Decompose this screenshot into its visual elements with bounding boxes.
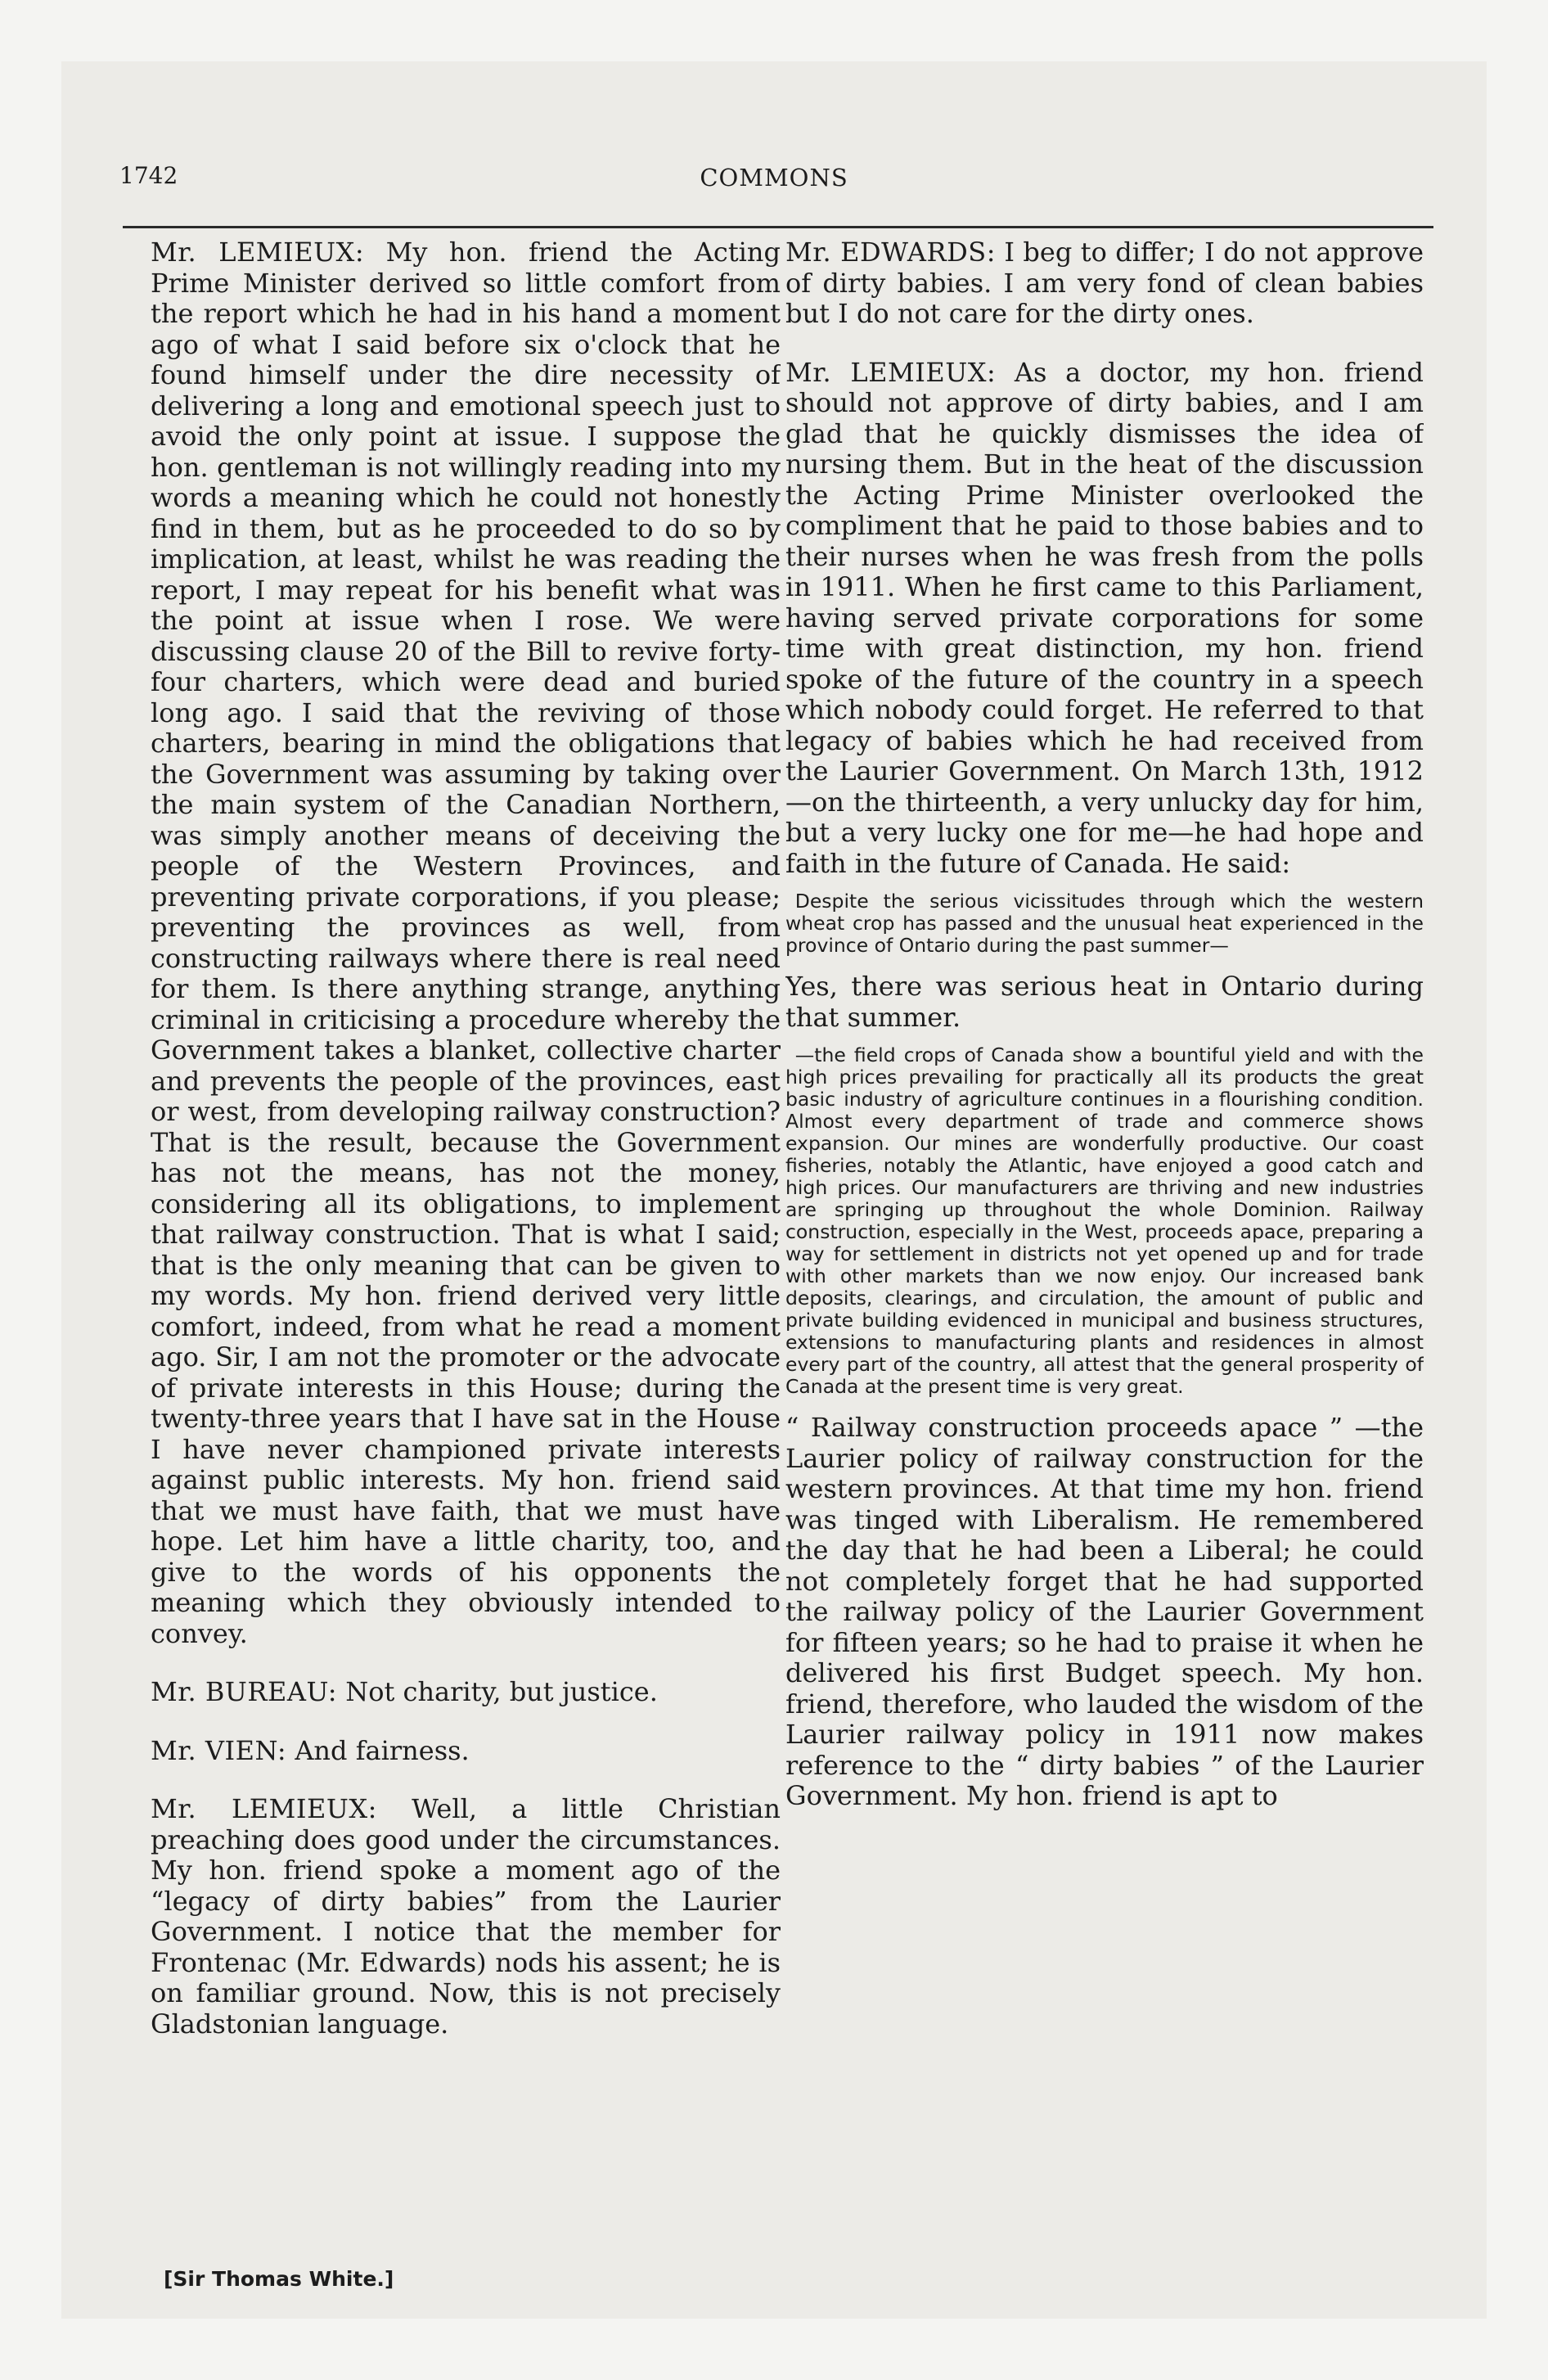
speech-text: As a doctor, my hon. friend should not approve of dirty babies, and I am glad that he quickly dismisses the idea of nursing them. But in the heat of the discussion the Acting Prime Minister overlooked the compliment that he paid to those babies and to their nurses when he was fresh from the polls in 1911. When he first came to this Parliament, having served private corporations for some time with great distinction, my hon. friend spoke of the future of the country in a speech which nobody could forget. He referred to that legacy of babies which he had received from the Laurier Government. On March 13th, 1912—on the thirteenth, a very unlucky day for him, but a very lucky one for me—he had hope and faith in the future of Canada. He said: [785,356,1424,879]
header-rule [123,226,1433,228]
page-number: 1742 [119,162,178,189]
speech-edwards [785,237,1424,330]
speech-text: And fairness. [286,1734,470,1766]
speech-text: I beg to differ; I do not approve of dirty babies. I am very fond of clean babies but I do not care for the dirty ones. [785,237,1424,329]
speech-continuation: “ Railway construction proceeds apace ” —the Laurier policy of railway construction for the western provinces. At that time my hon. friend was tinged with Liberalism. He remembered the day that he had been a Liberal; he could not completely forget that he had supported the railway policy of the Laurier Government for fifteen years; so he had to praise it when he delivered his first Budget speech. My hon. friend, therefore, who lauded the wisdom of the Laurier railway policy in 1911 now makes reference to the “ dirty babies ” of the Laurier Government. My hon. friend is apt to [785,1412,1424,1811]
speaker-name: Mr. BUREAU: [151,1676,338,1707]
speaker-name: Mr. VIEN: [151,1734,287,1766]
running-footer: [Sir Thomas White.] [164,2267,394,2291]
budget-quote-2: —the field crops of Canada show a bountiful yield and with the high prices prevailing for practically all its products the great basic industry of agriculture continues in a flourishing condition. Almost every department of trade and commerce shows expansion. Our mines are wonderfully productive. Our coast fisheries, notably the Atlantic, have enjoyed a good catch and high prices. Our manufacturers are thriving and new industries are springing up throughout the whole Dominion. Railway construction, especially in the West, proceeds apace, preparing a way for settlement in districts not yet opened up and for trade with other markets than we now enjoy. Our increased bank deposits, clearings, and circulation, the amount of public and private building evidenced in municipal and business structures, extensions to manufacturing plants and residences in almost every part of the country, all attest that the general prosperity of Canada at the present time is very great. [785,1044,1424,1398]
page-title: COMMONS [700,164,848,192]
commentary-paragraph: Yes, there was serious heat in Ontario during that summer. [785,971,1424,1033]
speaker-name: Mr. LEMIEUX: [151,237,365,268]
speech-vien [151,1736,781,1767]
right-column [785,237,1424,2267]
left-column [151,237,781,2267]
speech-lemieux-2 [151,1794,781,2040]
speech-lemieux-1 [151,237,781,1649]
budget-quote-1: Despite the serious vicissitudes through which the western wheat crop has passed and the unusual heat experienced in the province of Ontario during the past summer— [785,890,1424,957]
speaker-name: Mr. EDWARDS: [785,237,996,268]
speech-text: Not charity, but justice. [337,1676,658,1707]
speaker-name: Mr. LEMIEUX: [785,356,997,388]
speech-bureau [151,1677,781,1708]
speech-lemieux-3 [785,358,1424,880]
speech-text: Well, a little Christian preaching does good under the circumstances. My hon. friend spoke a moment ago of the “legacy of dirty babies” from the Laurier Government. I notice that the member for Frontenac (Mr. Edwards) nods his assent; he is on familiar ground. Now, this is not precisely Gladstonian language. [151,1793,781,2040]
speech-text: My hon. friend the Acting Prime Minister derived so little comfort from the report which he had in his hand a moment ago of what I said before six o'clock that he found himself under the dire necessity of delivering a long and emotional speech just to avoid the only point at issue. I suppose the hon. gentleman is not willingly reading into my words a meaning which he could not honestly find in them, but as he proceeded to do so by implication, at least, whilst he was reading the report, I may repeat for his benefit what was the point at issue when I rose. We were discussing clause 20 of the Bill to revive forty-four charters, which were dead and buried long ago. I said that the reviving of those charters, bearing in mind the obligations that the Government was assuming by taking over the main system of the Canadian Northern, was simply another means of deceiving the people of the Western Provinces, and preventing private corporations, if you please; preventing the provinces as well, from constructing railways where there is real need for them. Is there anything strange, anything criminal in criticising a procedure whereby the Government takes a blanket, collective charter and prevents the people of the provinces, east or west, from developing railway construction? That is the result, because the Government has not the means, has not the money, considering all its obligations, to implement that railway construction. That is what I said; that is the only meaning that can be given to my words. My hon. friend derived very little comfort, indeed, from what he read a moment ago. Sir, I am not the promoter or the advocate of private interests in this House; during the twenty-three years that I have sat in the House I have never championed private interests against public interests. My hon. friend said that we must have faith, that we must have hope. Let him have a little charity, too, and give to the words of his opponents the meaning which they obviously intended to convey. [151,237,781,1649]
speaker-name: Mr. LEMIEUX: [151,1793,377,1824]
